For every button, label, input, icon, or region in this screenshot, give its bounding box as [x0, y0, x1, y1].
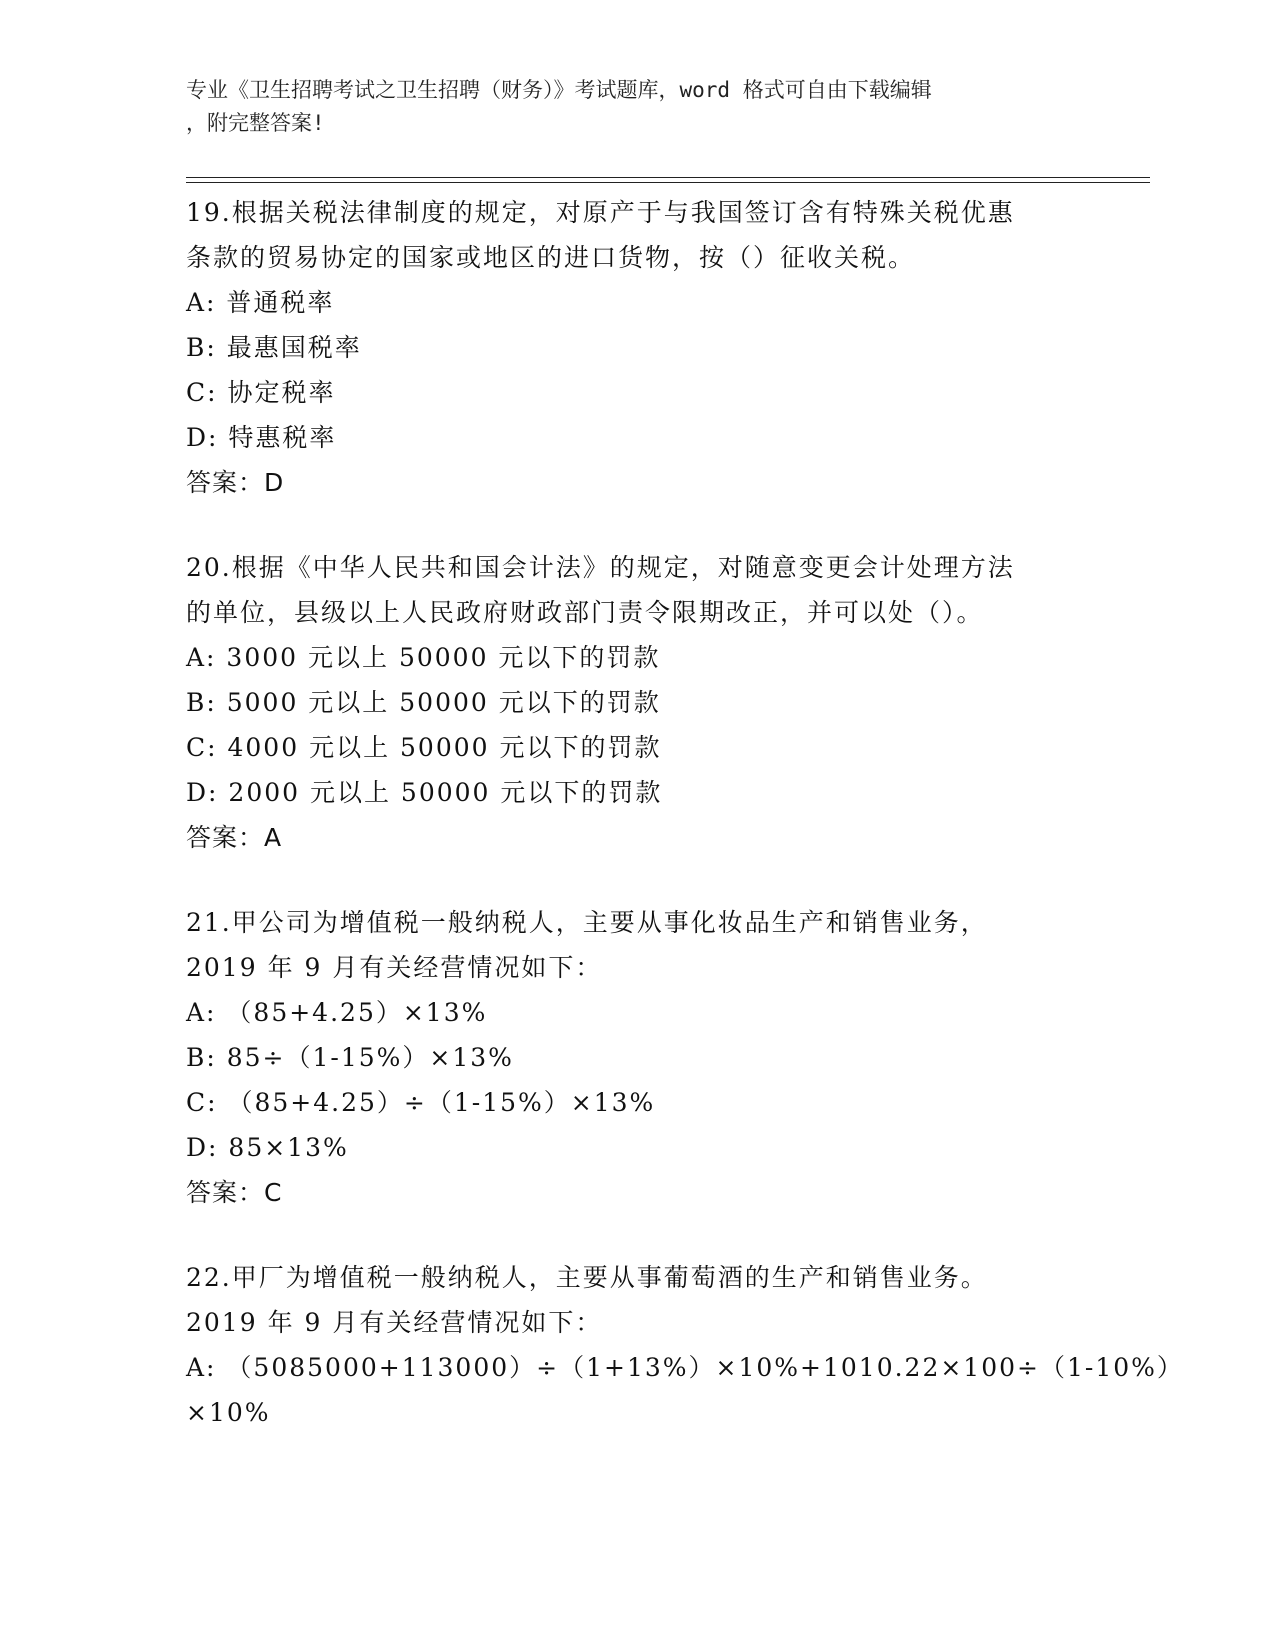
option-a: A: 3000 元以上 50000 元以下的罚款: [186, 643, 661, 672]
question-text-line: 的单位，县级以上人民政府财政部门责令限期改正，并可以处（）。: [186, 598, 984, 627]
option-b: B: 最惠国税率: [186, 333, 362, 362]
option-a: A: （5085000+113000）÷（1+13%）×10%+1010.22×100÷（1-10%）: [186, 1353, 1184, 1382]
option-d: D: 特惠税率: [186, 423, 337, 452]
option-a: A: （85+4.25）×13%: [186, 998, 488, 1027]
question-text-line: 2019 年 9 月有关经营情况如下：: [186, 1308, 603, 1337]
option-c: C: （85+4.25）÷（1-15%）×13%: [186, 1088, 656, 1117]
header-rule-top: [186, 177, 1150, 178]
answer: 答案：C: [186, 1178, 283, 1207]
question-text-line: 21.甲公司为增值税一般纳税人，主要从事化妆品生产和销售业务，: [186, 908, 988, 937]
option-c: C: 4000 元以上 50000 元以下的罚款: [186, 733, 662, 762]
answer: 答案：A: [186, 823, 283, 852]
question-text-line: 条款的贸易协定的国家或地区的进口货物，按（）征收关税。: [186, 243, 916, 272]
question-text-line: 20.根据《中华人民共和国会计法》的规定，对随意变更会计处理方法: [186, 553, 1015, 582]
option-d: D: 85×13%: [186, 1133, 349, 1162]
header-line-2: ，附完整答案!: [186, 111, 325, 135]
header-line-1: 专业《卫生招聘考试之卫生招聘（财务）》考试题库，word 格式可自由下载编辑: [186, 78, 932, 102]
question-20: [186, 545, 1086, 860]
page-header: [186, 74, 1066, 140]
question-19: [186, 190, 1086, 505]
option-b: B: 85÷（1-15%）×13%: [186, 1043, 514, 1072]
option-a: A: 普通税率: [186, 288, 335, 317]
answer: 答案：D: [186, 468, 285, 497]
header-rule-bottom: [186, 182, 1150, 183]
option-b: B: 5000 元以上 50000 元以下的罚款: [186, 688, 661, 717]
question-21: [186, 900, 1086, 1215]
option-c: C: 协定税率: [186, 378, 336, 407]
option-d: D: 2000 元以上 50000 元以下的罚款: [186, 778, 663, 807]
option-a-continued: ×10%: [186, 1398, 271, 1427]
question-list: [186, 190, 1184, 1475]
question-text-line: 19.根据关税法律制度的规定，对原产于与我国签订含有特殊关税优惠: [186, 198, 1015, 227]
question-text-line: 22.甲厂为增值税一般纳税人，主要从事葡萄酒的生产和销售业务。: [186, 1263, 988, 1292]
question-22: [186, 1255, 1184, 1435]
question-text-line: 2019 年 9 月有关经营情况如下：: [186, 953, 603, 982]
